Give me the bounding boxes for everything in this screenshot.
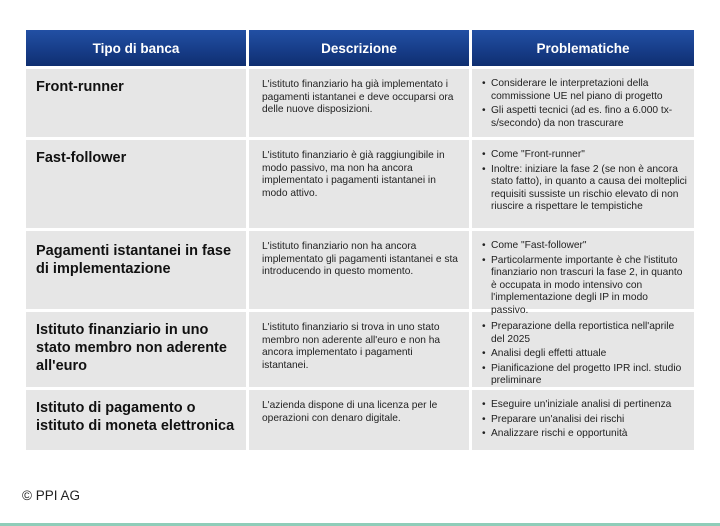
list-item: • Analizzare rischi e opportunità xyxy=(482,428,688,441)
row-payment-institution-issues xyxy=(472,390,694,450)
row-non-euro-type: Istituto finanziario in uno stato membro non aderente all'euro xyxy=(26,312,246,387)
list-item: • Considerare le interpretazioni della commissione UE nel piano di progetto xyxy=(482,78,688,103)
list-item: • Gli aspetti tecnici (ad es. fino a 6.000 tx-s/secondo) da non trascurare xyxy=(482,105,688,130)
header-bank-type: Tipo di banca xyxy=(26,30,246,66)
row-non-euro-description: L'istituto finanziario si trova in uno stato membro non aderente all'euro e non ha ancora implementato i pagamenti istantanei. xyxy=(249,312,469,387)
list-item: • Preparare un'analisi dei rischi xyxy=(482,414,688,427)
list-item: • Come "Fast-follower" xyxy=(482,240,688,253)
list-item: • Eseguire un'iniziale analisi di pertinenza xyxy=(482,399,688,412)
banks-table xyxy=(26,30,694,450)
row-implementation-type: Pagamenti istantanei in fase di implementazione xyxy=(26,231,246,309)
row-payment-institution-type: Istituto di pagamento o istituto di moneta elettronica xyxy=(26,390,246,450)
row-implementation-issues xyxy=(472,231,694,316)
list-item: • Particolarmente importante è che l'istituto finanziario non trascuri la fase 2, in quanto è occupata in modo intensivo con l'implementazione degli IP in modo passivo. xyxy=(482,255,688,318)
list-item: • Analisi degli effetti attuale xyxy=(482,348,688,361)
row-fast-follower-issues xyxy=(472,140,694,228)
list-item: • Pianificazione del progetto IPR incl. studio preliminare xyxy=(482,363,688,388)
row-payment-institution-description: L'azienda dispone di una licenza per le operazioni con denaro digitale. xyxy=(249,390,469,450)
row-fast-follower-description: L'istituto finanziario è già raggiungibile in modo passivo, ma non ha ancora implementato i pagamenti istantanei in modo attivo. xyxy=(249,140,469,228)
header-issues: Problematiche xyxy=(472,30,694,66)
header-description: Descrizione xyxy=(249,30,469,66)
row-front-runner-type: Front-runner xyxy=(26,69,246,137)
copyright-notice: © PPI AG xyxy=(22,488,80,503)
row-front-runner-description: L'istituto finanziario ha già implementato i pagamenti istantanei e deve occuparsi ora delle nuove disposizioni. xyxy=(249,69,469,137)
list-item: • Inoltre: iniziare la fase 2 (se non è ancora stato fatto), in quanto a causa dei molteplici requisiti sussiste un rischio elevato di non riuscire a rispettare le tempistiche xyxy=(482,164,688,214)
row-implementation-description: L'istituto finanziario non ha ancora implementato gli pagamenti istantanei e sta introducendo in questo momento. xyxy=(249,231,469,309)
row-front-runner-issues xyxy=(472,69,694,137)
list-item: • Preparazione della reportistica nell'aprile del 2025 xyxy=(482,321,688,346)
row-fast-follower-type: Fast-follower xyxy=(26,140,246,228)
row-non-euro-issues xyxy=(472,312,694,387)
list-item: • Come "Front-runner" xyxy=(482,149,688,162)
